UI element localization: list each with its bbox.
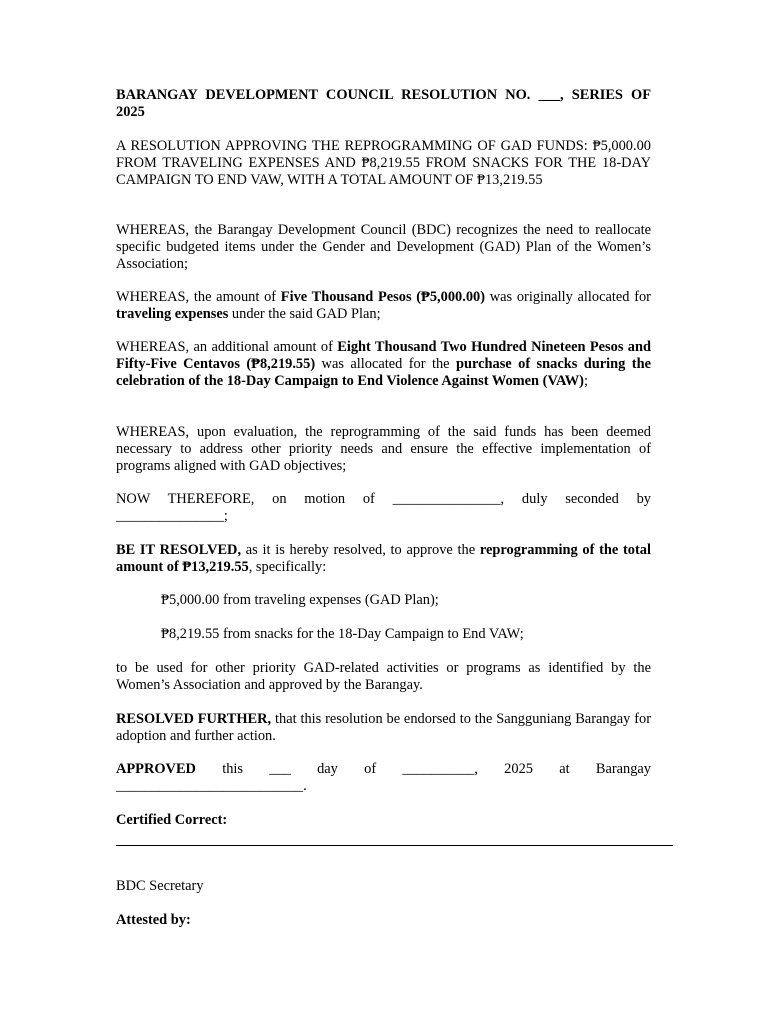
whereas-paragraph-3: WHEREAS, an additional amount of Eight Thousand Two Hundred Nineteen Pesos and Fifty-Five Centavos (₱8,219.55) was allocated for the purchase of snacks during the celebration of the 18-Day Campaign to End Violence Against Women (VAW);	[116, 339, 651, 389]
attested-by-label: Attested by:	[116, 912, 191, 928]
resolved-further-paragraph: RESOLVED FURTHER, that this resolution be endorsed to the Sangguniang Barangay for adoption and further action.	[116, 711, 651, 744]
approved-paragraph: APPROVED this ___ day of __________, 2025 at Barangay __________________________.	[116, 761, 651, 794]
be-it-resolved-paragraph: BE IT RESOLVED, as it is hereby resolved, to approve the reprogramming of the total amount of ₱13,219.55, specifically:	[116, 542, 651, 575]
motion-paragraph: NOW THEREFORE, on motion of _______________, duly seconded by _______________;	[116, 491, 651, 524]
whereas-paragraph-1: WHEREAS, the Barangay Development Council (BDC) recognizes the need to reallocate specific budgeted items under the Gender and Development (GAD) Plan of the Women’s Association;	[116, 222, 651, 272]
resolution-subject: A RESOLUTION APPROVING THE REPROGRAMMING OF GAD FUNDS: ₱5,000.00 FROM TRAVELING EXPENSES AND ₱8,219.55 FROM SNACKS FOR THE 18-DAY CAMPAIGN TO END VAW, WITH A TOTAL AMOUNT OF ₱13,219.55	[116, 138, 651, 188]
whereas-paragraph-4: WHEREAS, upon evaluation, the reprogramming of the said funds has been deemed necessary to address other priority needs and ensure the effective implementation of programs aligned with GAD objectives;	[116, 424, 651, 474]
resolution-title: BARANGAY DEVELOPMENT COUNCIL RESOLUTION NO. ___, SERIES OF 2025	[116, 87, 651, 120]
reprogramming-item-1: ₱5,000.00 from traveling expenses (GAD Plan);	[161, 592, 439, 608]
whereas-paragraph-2: WHEREAS, the amount of Five Thousand Pesos (₱5,000.00) was originally allocated for traveling expenses under the said GAD Plan;	[116, 289, 651, 322]
reprogramming-item-2: ₱8,219.55 from snacks for the 18-Day Campaign to End VAW;	[161, 626, 524, 642]
certified-correct-label: Certified Correct:	[116, 812, 228, 828]
signature-line	[116, 845, 673, 846]
bdc-secretary-label: BDC Secretary	[116, 878, 204, 894]
usage-paragraph: to be used for other priority GAD-related activities or programs as identified by the Women’s Association and approved by the Barangay.	[116, 660, 651, 693]
